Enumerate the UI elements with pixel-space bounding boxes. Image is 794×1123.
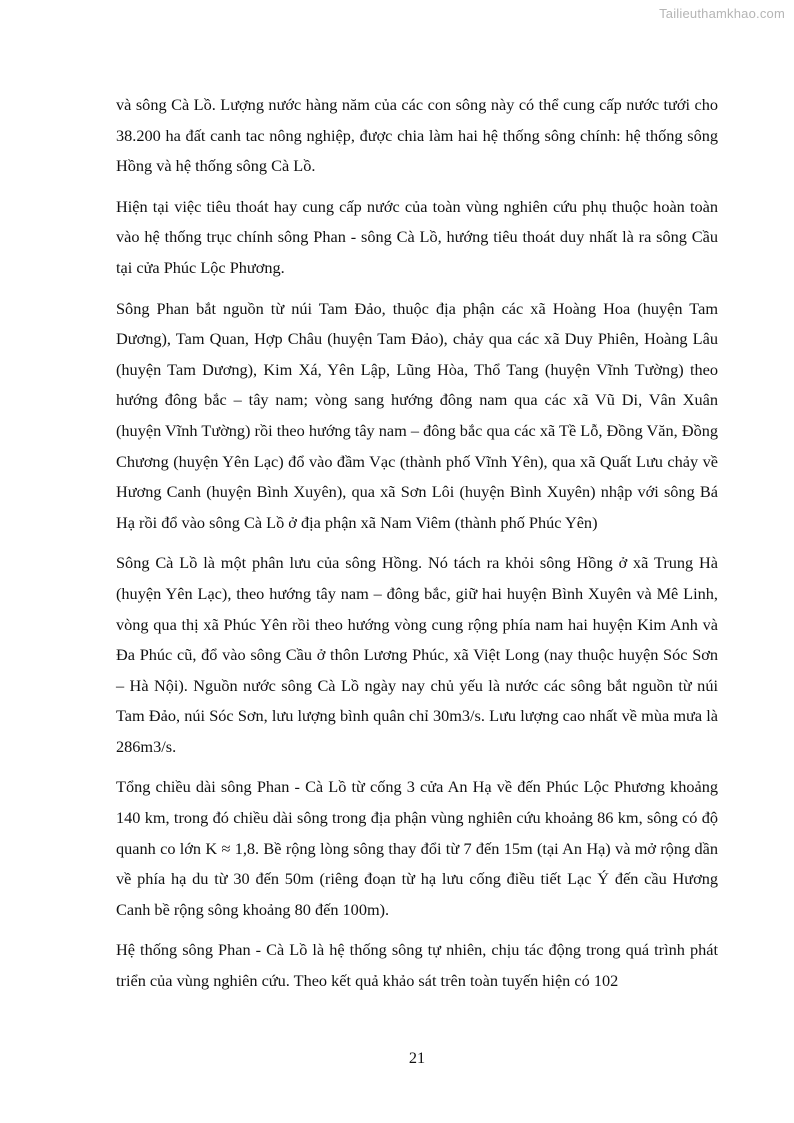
paragraph-song-ca-lo: Sông Cà Lồ là một phân lưu của sông Hồng. Nó tách ra khỏi sông Hồng ở xã Trung Hà (huyện Yên Lạc), theo hướng tây nam – đông bắc, giữ hai huyện Bình Xuyên và Mê Linh, vòng qua thị xã Phúc Yên rồi theo hướng vòng cung rộng phía nam hai huyện Kim Anh và Đa Phúc cũ, đổ vào sông Cầu ở thôn Lương Phúc, xã Việt Long (nay thuộc huyện Sóc Sơn – Hà Nội). Nguồn nước sông Cà Lồ ngày nay chủ yếu là nước các sông bắt nguồn từ núi Tam Đảo, núi Sóc Sơn, lưu lượng bình quân chỉ 30m3/s. Lưu lượng cao nhất về mùa mưa là 286m3/s. [116, 553, 718, 756]
paragraph-river-system: Hệ thống sông Phan - Cà Lồ là hệ thống sông tự nhiên, chịu tác động trong quá trình phát triển của vùng nghiên cứu. Theo kết quả khảo sát trên toàn tuyến hiện có 102 [116, 940, 718, 991]
page-number: 21 [408, 1048, 426, 1067]
paragraph-rivers-intro: và sông Cà Lồ. Lượng nước hàng năm của các con sông này có thể cung cấp nước tưới cho 38.200 ha đất canh tac nông nghiệp, được chia làm hai hệ thống sông chính: hệ thống sông Hồng và hệ thống sông Cà Lồ. [116, 95, 718, 176]
paragraph-drainage: Hiện tại việc tiêu thoát hay cung cấp nước của toàn vùng nghiên cứu phụ thuộc hoàn toàn vào hệ thống trục chính sông Phan - sông Cà Lồ, hướng tiêu thoát duy nhất là ra sông Cầu tại cửa Phúc Lộc Phương. [116, 196, 718, 277]
paragraph-song-phan: Sông Phan bắt nguồn từ núi Tam Đảo, thuộc địa phận các xã Hoàng Hoa (huyện Tam Dương), Tam Quan, Hợp Châu (huyện Tam Đảo), chảy qua các xã Duy Phiên, Hoàng Lâu (huyện Tam Dương), Kim Xá, Yên Lập, Lũng Hòa, Thổ Tang (huyện Vĩnh Tường) theo hướng đông bắc – tây nam; vòng sang hướng đông nam qua các xã Vũ Di, Vân Xuân (huyện Vĩnh Tường) rồi theo hướng tây nam – đông bắc qua các xã Tề Lỗ, Đồng Văn, Đồng Chương (huyện Yên Lạc) đổ vào đầm Vạc (thành phố Vĩnh Yên), qua xã Quất Lưu chảy về Hương Canh (huyện Bình Xuyên), qua xã Sơn Lôi (huyện Bình Xuyên) nhập với sông Bá Hạ rồi đổ vào sông Cà Lồ ở địa phận xã Nam Viêm (thành phố Phúc Yên) [116, 298, 718, 532]
watermark-text: Tailieuthamkhao.com [659, 6, 785, 21]
document-body [116, 90, 718, 1007]
paragraph-river-length: Tổng chiều dài sông Phan - Cà Lồ từ cống 3 cửa An Hạ về đến Phúc Lộc Phương khoảng 140 km, trong đó chiều dài sông trong địa phận vùng nghiên cứu khoảng 86 km, sông có độ quanh co lớn K ≈ 1,8. Bề rộng lòng sông thay đổi từ 7 đến 15m (tại An Hạ) và mở rộng dần về phía hạ du từ 30 đến 50m (riêng đoạn từ hạ lưu cống điều tiết Lạc Ý đến cầu Hương Canh bề rộng sông khoảng 80 đến 100m). [116, 777, 718, 919]
